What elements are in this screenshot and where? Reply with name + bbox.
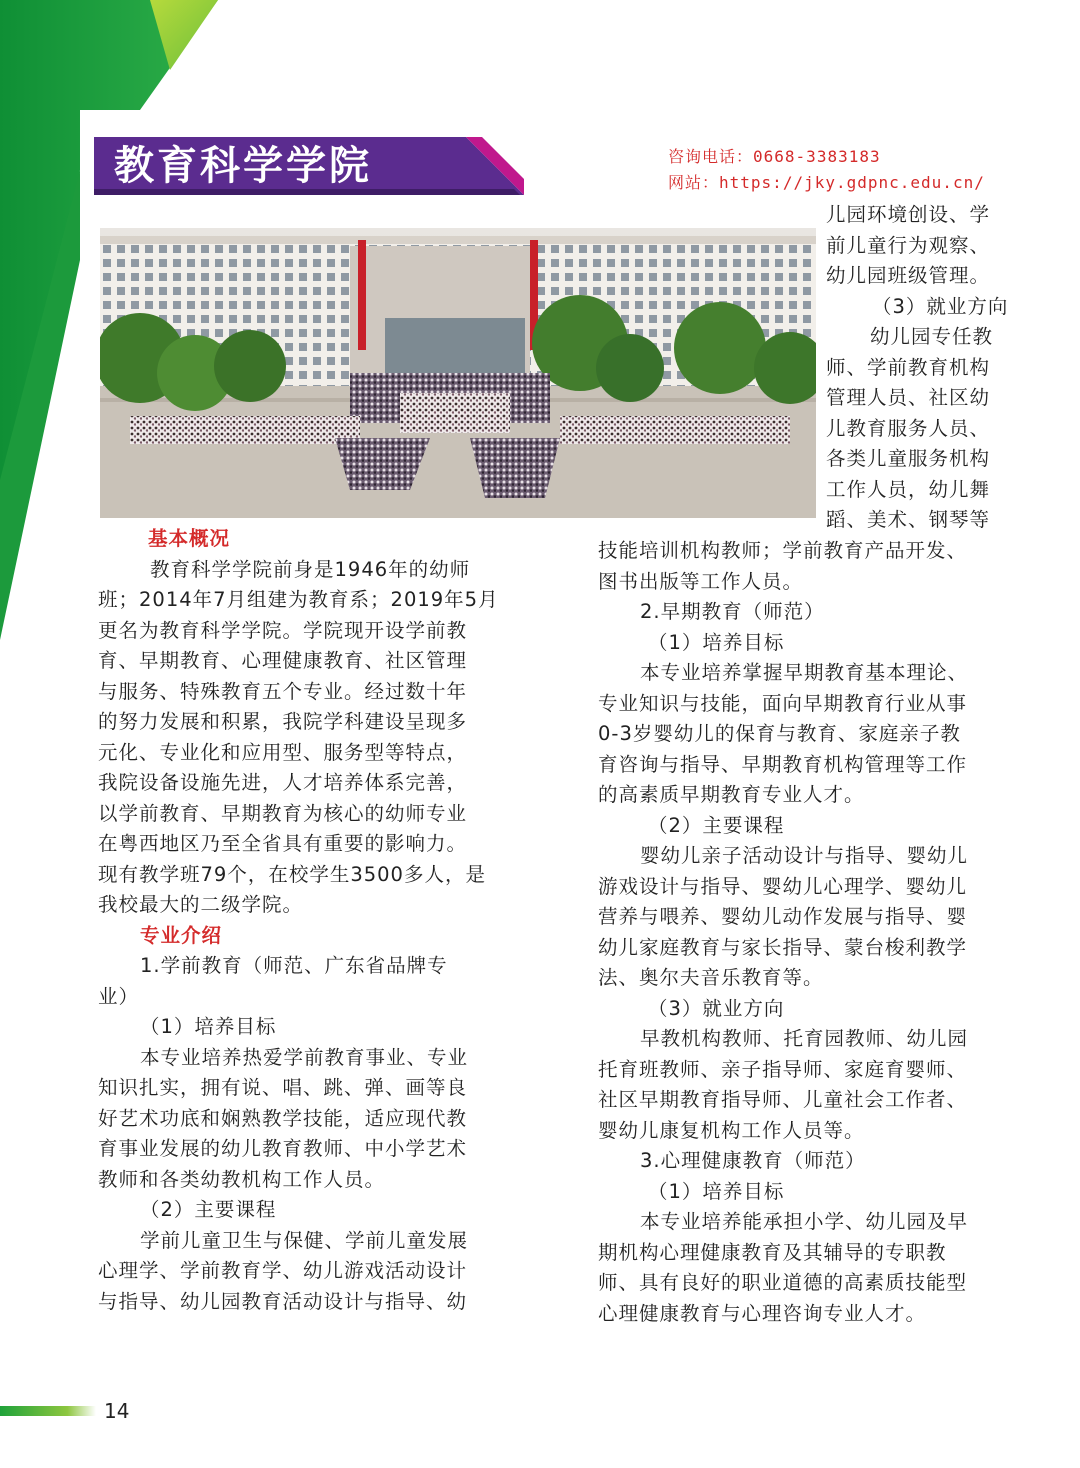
phone-number: 0668-3383183: [753, 147, 881, 166]
paragraph-line: 工作人员，幼儿舞: [826, 477, 991, 501]
left-column: [98, 524, 538, 1317]
paragraph-line: 3.心理健康教育（师范）: [640, 1149, 866, 1172]
contact-website: [668, 170, 985, 193]
paragraph-line: 前儿童行为观察、: [826, 233, 991, 257]
paragraph-line: 学前儿童卫生与保健、学前儿童发展: [140, 1228, 469, 1252]
paragraph-line: （1）培养目标: [648, 1179, 785, 1203]
paragraph-line: 婴幼儿亲子活动设计与指导、婴幼儿: [640, 844, 969, 867]
paragraph-line: 本专业培养能承担小学、幼儿园及早: [640, 1210, 969, 1233]
phone-label: 咨询电话：: [668, 147, 754, 166]
paragraph-line: （1）培养目标: [648, 630, 785, 654]
paragraph-line: 班；2014年7月组建为教育系；2019年5月: [98, 588, 499, 611]
paragraph-line: 管理人员、社区幼: [826, 386, 991, 409]
paragraph-line: 托育班教师、亲子指导师、家庭育婴师、: [598, 1057, 968, 1081]
paragraph-line: 幼儿家庭教育与家长指导、蒙台梭利教学: [598, 935, 968, 959]
paragraph-line: 心理学、学前教育学、幼儿游戏活动设计: [98, 1259, 468, 1282]
footer-green-bar: [0, 1400, 96, 1422]
paragraph-line: 育咨询与指导、早期教育机构管理等工作: [598, 752, 968, 776]
paragraph-line: 期机构心理健康教育及其辅导的专职教: [598, 1240, 947, 1264]
paragraph-line: 技能培训机构教师；学前教育产品开发、: [598, 539, 968, 562]
paragraph-line: 与服务、特殊教育五个专业。经过数十年: [98, 679, 468, 703]
paragraph-line: 以学前教育、早期教育为核心的幼师专业: [98, 801, 468, 825]
paragraph-line: 法、奥尔夫音乐教育等。: [598, 966, 824, 989]
paragraph-line: 本专业培养热爱学前教育事业、专业: [140, 1045, 469, 1069]
paragraph-line: （1）培养目标: [140, 1015, 277, 1038]
page-number: 14: [104, 1399, 130, 1423]
paragraph-line: 早教机构教师、托育园教师、幼儿园: [640, 1027, 969, 1050]
paragraph-line: 的高素质早期教育专业人才。: [598, 783, 865, 806]
paragraph-line: 在粤西地区乃至全省具有重要的影响力。: [98, 832, 468, 855]
right-column-upper: [826, 200, 1056, 536]
campus-group-photo: [100, 228, 816, 518]
paragraph-line: 幼儿园班级管理。: [826, 264, 991, 287]
paragraph-line: 育、早期教育、心理健康教育、社区管理: [98, 649, 468, 672]
paragraph-line: 儿教育服务人员、: [826, 416, 991, 440]
paragraph-line: 与指导、幼儿园教育活动设计与指导、幼: [98, 1289, 468, 1313]
section-heading-majors: 专业介绍: [140, 923, 223, 947]
paragraph-line: 各类儿童服务机构: [826, 447, 991, 470]
paragraph-line: 师、具有良好的职业道德的高素质技能型: [598, 1271, 968, 1294]
paragraph-line: （3）就业方向: [872, 294, 1009, 318]
right-column-lower: [598, 536, 1048, 1329]
paragraph-line: 图书出版等工作人员。: [598, 569, 804, 593]
paragraph-line: 现有教学班79个，在校学生3500多人，是: [98, 862, 486, 886]
paragraph-line: 好艺术功底和娴熟教学技能，适应现代教: [98, 1106, 468, 1130]
paragraph-line: 游戏设计与指导、婴幼儿心理学、婴幼儿: [598, 874, 968, 898]
paragraph-line: 教育科学学院前身是1946年的幼师: [150, 557, 471, 581]
paragraph-line: 师、学前教育机构: [826, 355, 991, 379]
paragraph-line: 的努力发展和积累，我院学科建设呈现多: [98, 710, 468, 733]
website-url[interactable]: https://jky.gdpnc.edu.cn/: [719, 173, 985, 192]
section-heading-basic: 基本概况: [148, 527, 231, 550]
paragraph-line: 社区早期教育指导师、儿童社会工作者、: [598, 1088, 968, 1111]
paragraph-line: 1.学前教育（师范、广东省品牌专: [140, 954, 448, 977]
paragraph-line: 儿园环境创设、学: [826, 203, 991, 226]
paragraph-line: 心理健康教育与心理咨询专业人才。: [598, 1301, 927, 1325]
contact-phone: [668, 144, 881, 167]
paragraph-line: 业）: [98, 984, 140, 1008]
paragraph-line: 营养与喂养、婴幼儿动作发展与指导、婴: [598, 905, 968, 928]
paragraph-line: 本专业培养掌握早期教育基本理论、: [640, 661, 969, 684]
paragraph-line: 2.早期教育（师范）: [640, 600, 825, 623]
paragraph-line: （2）主要课程: [140, 1198, 277, 1221]
page-title: 教育科学学院: [114, 143, 372, 189]
paragraph-line: 教师和各类幼教机构工作人员。: [98, 1167, 386, 1191]
paragraph-line: 育事业发展的幼儿教育教师、中小学艺术: [98, 1137, 468, 1160]
paragraph-line: 知识扎实，拥有说、唱、跳、弹、画等良: [98, 1076, 468, 1099]
paragraph-line: 0-3岁婴幼儿的保育与教育、家庭亲子教: [598, 722, 961, 745]
paragraph-line: （3）就业方向: [648, 996, 785, 1020]
paragraph-line: 我院设备设施先进，人才培养体系完善，: [98, 771, 468, 794]
paragraph-line: 专业知识与技能，面向早期教育行业从事: [598, 691, 968, 715]
paragraph-line: 我校最大的二级学院。: [98, 893, 304, 916]
paragraph-line: 元化、专业化和应用型、服务型等特点，: [98, 740, 468, 764]
paragraph-line: 婴幼儿康复机构工作人员等。: [598, 1118, 865, 1142]
website-label: 网站：: [668, 173, 720, 192]
paragraph-line: （2）主要课程: [648, 813, 785, 837]
paragraph-line: 蹈、美术、钢琴等: [826, 508, 991, 531]
paragraph-line: 幼儿园专任教: [870, 325, 994, 348]
paragraph-line: 更名为教育科学学院。学院现开设学前教: [98, 618, 468, 642]
